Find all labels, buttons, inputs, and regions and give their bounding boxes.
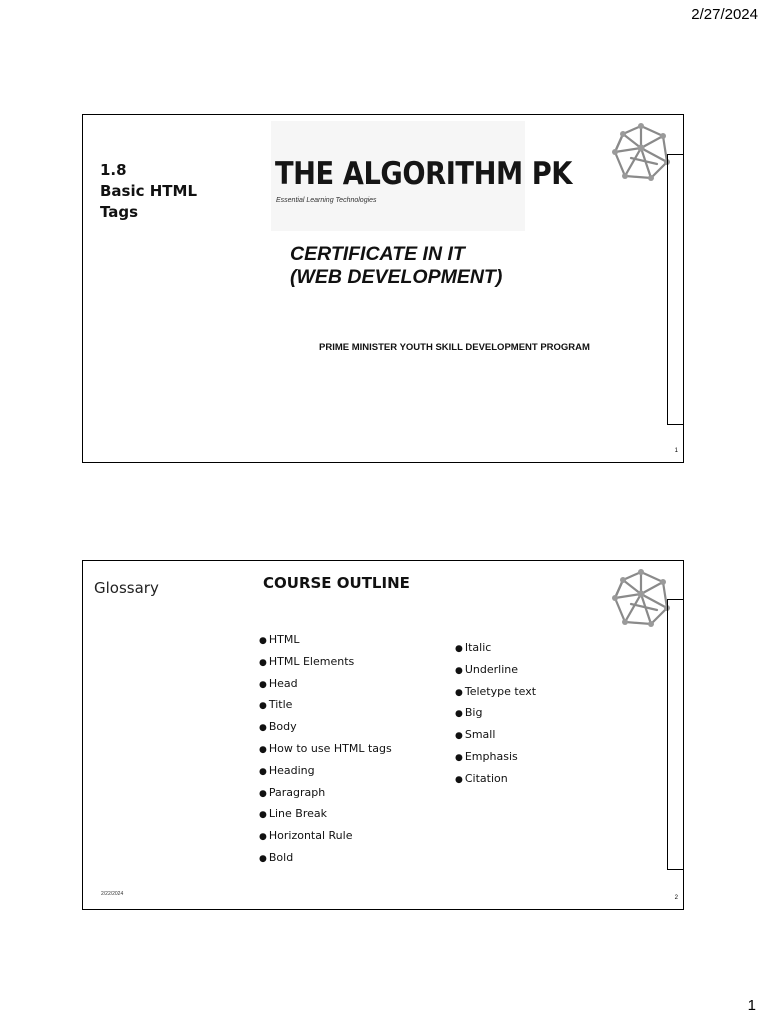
list-item: ● Teletype text xyxy=(455,681,536,703)
bullet-icon: ● xyxy=(455,709,463,720)
bullet-icon: ● xyxy=(259,679,267,690)
list-item: ● Big xyxy=(455,702,536,724)
outline-list-left xyxy=(259,629,392,869)
network-cube-icon xyxy=(611,568,671,630)
page-number: 1 xyxy=(747,997,756,1014)
list-item: ● Underline xyxy=(455,659,536,681)
lesson-title-line-2: Tags xyxy=(100,203,139,221)
bullet-icon: ● xyxy=(259,701,267,712)
course-outline-heading: COURSE OUTLINE xyxy=(263,574,410,592)
outline-list-right xyxy=(455,637,536,790)
list-item: ● Emphasis xyxy=(455,746,536,768)
slide-number: 2 xyxy=(674,895,678,901)
bullet-icon: ● xyxy=(455,665,463,676)
slide-1 xyxy=(82,114,684,463)
lesson-number: 1.8 xyxy=(100,161,127,179)
list-item: ● Paragraph xyxy=(259,782,392,804)
list-item: ● Heading xyxy=(259,760,392,782)
bullet-icon: ● xyxy=(259,788,267,799)
bullet-icon: ● xyxy=(455,687,463,698)
slide-number: 1 xyxy=(674,448,678,454)
list-item: ● Small xyxy=(455,724,536,746)
certificate-line-1: CERTIFICATE IN IT xyxy=(290,243,465,265)
list-item: ● Line Break xyxy=(259,803,392,825)
list-item: ● Bold xyxy=(259,847,392,869)
program-name: PRIME MINISTER YOUTH SKILL DEVELOPMENT PROGRAM xyxy=(319,342,590,353)
brand-logo xyxy=(271,121,572,231)
bullet-icon: ● xyxy=(455,774,463,785)
bullet-icon: ● xyxy=(259,832,267,843)
bullet-icon: ● xyxy=(259,853,267,864)
page-date: 2/27/2024 xyxy=(691,6,758,23)
list-item: ● Horizontal Rule xyxy=(259,825,392,847)
network-cube-icon xyxy=(611,122,671,184)
bullet-icon: ● xyxy=(259,744,267,755)
list-item: ● Citation xyxy=(455,768,536,790)
slide-footer-date: 2/22/2024 xyxy=(101,891,124,897)
certificate-line-2: (WEB DEVELOPMENT) xyxy=(290,266,503,288)
bullet-icon: ● xyxy=(259,766,267,777)
bullet-icon: ● xyxy=(259,810,267,821)
bullet-icon: ● xyxy=(455,644,463,654)
bullet-icon: ● xyxy=(259,723,267,734)
list-item: ● Head xyxy=(259,673,392,695)
bullet-icon: ● xyxy=(259,657,267,668)
slide-bracket xyxy=(667,154,684,425)
certificate-title xyxy=(290,243,502,289)
bullet-icon: ● xyxy=(455,752,463,763)
lesson-title xyxy=(100,160,220,223)
glossary-label: Glossary xyxy=(94,579,159,597)
lesson-title-line-1: Basic HTML xyxy=(100,182,198,200)
list-item: ● HTML Elements xyxy=(259,651,392,673)
list-item: ● HTML xyxy=(259,629,392,651)
list-item: ● How to use HTML tags xyxy=(259,738,392,760)
list-item: ● Title xyxy=(259,694,392,716)
list-item: ● Body xyxy=(259,716,392,738)
slide-bracket xyxy=(667,599,684,870)
brand-name: THE ALGORITHM PK xyxy=(275,156,572,192)
bullet-icon: ● xyxy=(259,636,267,646)
bullet-icon: ● xyxy=(455,731,463,742)
brand-tagline: Essential Learning Technologies xyxy=(276,197,377,204)
list-item: ● Italic xyxy=(455,637,536,659)
slide-2 xyxy=(82,560,684,910)
